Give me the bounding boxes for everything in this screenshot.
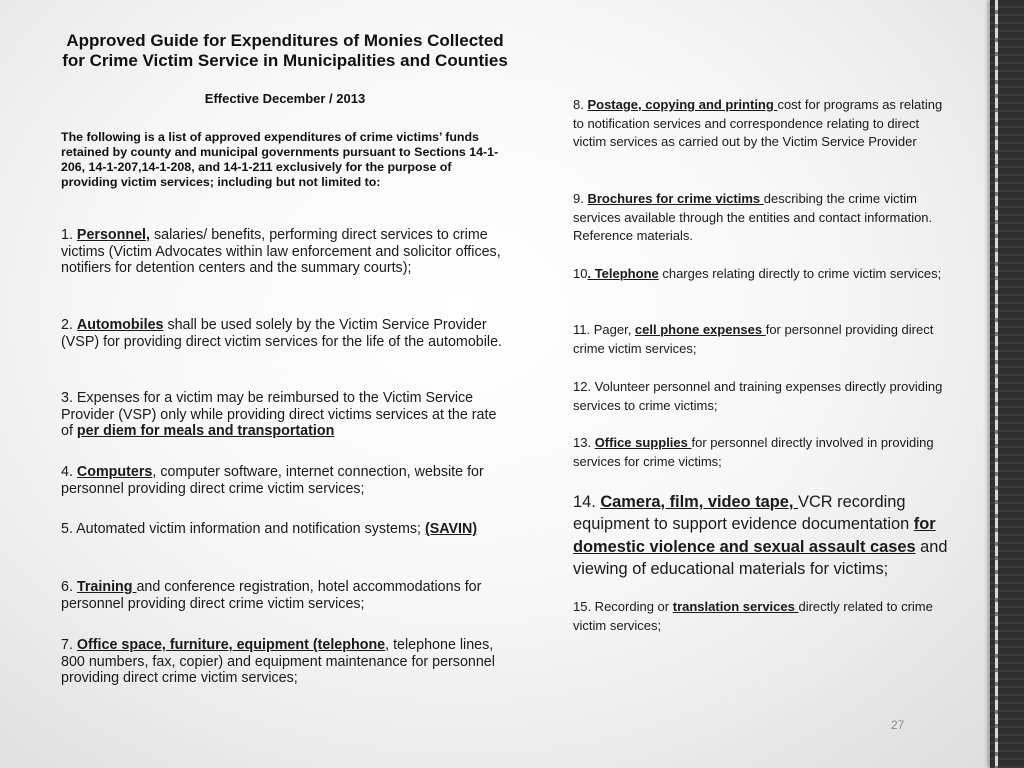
keyword: Computers — [76, 464, 153, 480]
list-item-camera: 14. Camera, film, video tape, VCR recording equipment to support evidence documentation for domestic violence and sexual assault cases and viewing of educational materials for victims; — [573, 493, 948, 578]
keyword: cell phone expenses — [634, 322, 766, 337]
keyword: Postage, copying and printing — [587, 97, 778, 112]
list-item-translation: 15. Recording or translation services directly related to crime victim services; — [573, 599, 933, 633]
list-item-computers: 4. Computers, computer software, internet connection, website for personnel providing direct crime victim services; — [61, 464, 484, 497]
keyword: Camera, film, video tape, — [600, 493, 799, 511]
keyword: for domestic violence and sexual assault cases — [573, 515, 936, 556]
list-item-volunteer: 12. Volunteer personnel and training expenses directly providing services to crime victims; — [573, 379, 943, 413]
list-item-office-supplies: 13. Office supplies for personnel directly involved in providing services for crime victims; — [573, 435, 934, 469]
keyword: Training — [76, 579, 137, 595]
keyword: per diem for meals and transportation — [76, 423, 335, 440]
effective-date: Effective December / 2013 — [204, 91, 366, 106]
list-item-personnel: 1. Personnel, salaries/ benefits, performing direct services to crime victims (Victim Advocates within law enforcement and solicitor offices, notifiers for detention centers and the summary courts); — [61, 227, 501, 277]
list-item-training: 6. Training and conference registration, hotel accommodations for personnel providing direct crime victim services; — [61, 579, 482, 612]
list-item-postage: 8. Postage, copying and printing cost for programs as relating to notification services and correspondence relating to direct victim services as carried out by the Victim Service Provider — [573, 97, 943, 149]
decorative-edge — [990, 0, 1024, 768]
keyword: Office supplies — [594, 435, 692, 450]
keyword: Automobiles — [76, 317, 164, 333]
intro-paragraph: The following is a list of approved expenditures of crime victims’ funds retained by county and municipal governments pursuant to Sections 14-1-206, 14-1-207,14-1-208, and 14-1-211 exclusively for the purpose of providing victim services; including but not limited to: — [61, 130, 499, 189]
keyword: Personnel, — [76, 227, 151, 243]
keyword: translation services — [672, 599, 799, 614]
list-item-savin: 5. Automated victim information and notification systems; (SAVIN) — [61, 521, 478, 537]
list-item-telephone: 10. Telephone charges relating directly to crime victim services; — [573, 266, 942, 281]
keyword: Brochures for crime victims — [587, 191, 764, 206]
keyword: . Telephone — [587, 266, 659, 281]
list-item-automobiles: 2. Automobiles shall be used solely by the Victim Service Provider (VSP) for providing direct victim services for the life of the automobile. — [61, 317, 502, 350]
keyword: Office space, furniture, equipment (telephone — [76, 637, 386, 653]
document-title: Approved Guide for Expenditures of Monies Collected for Crime Victim Service in Municipalities and Counties — [62, 31, 508, 70]
list-item-expenses: 3. Expenses for a victim may be reimbursed to the Victim Service Provider (VSP) only while providing direct victims services at the rate of per diem for meals and transportation — [61, 390, 497, 440]
list-item-office-space: 7. Office space, furniture, equipment (telephone, telephone lines, 800 numbers, fax, copier) and equipment maintenance for personnel providing direct crime victim services; — [61, 637, 495, 687]
list-item-brochures: 9. Brochures for crime victims describing the crime victim services available through the entities and contact information. Reference materials. — [573, 191, 933, 243]
list-item-pager: 11. Pager, cell phone expenses for personnel providing direct crime victim services; — [573, 322, 934, 356]
page-number: 27 — [891, 718, 905, 732]
keyword: (SAVIN) — [424, 521, 478, 537]
